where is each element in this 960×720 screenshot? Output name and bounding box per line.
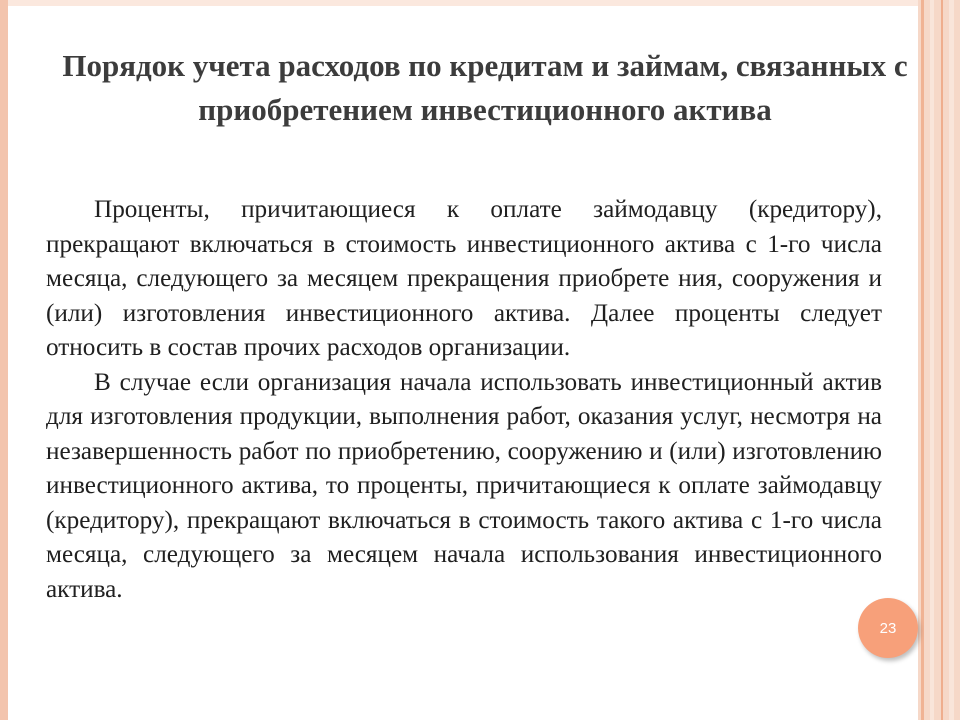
- page-number-badge: 23: [858, 598, 918, 658]
- frame-stripe: [930, 0, 934, 720]
- frame-left-border: [0, 0, 8, 720]
- frame-stripe: [921, 0, 924, 720]
- frame-top-border: [8, 0, 918, 6]
- frame-stripe: [941, 0, 943, 720]
- frame-stripe: [949, 0, 954, 720]
- slide-title: Порядок учета расходов по кредитам и займам, связанных с приобретением инвестиционного актива: [62, 48, 908, 127]
- slide-body: [46, 193, 882, 607]
- paragraph-2: В случае если организация начала использовать инвестиционный актив для изготовления продукции, выполнения работ, оказания услуг, несмотря на незавершенность работ по приобретению, сооружению и (или) изготовлению инвестиционного актива, то проценты, причитающиеся к оплате займодавцу (кредитору), прекращают включаться в стоимость такого актива с 1-го числа месяца, следующего за месяцем начала использования инвестиционного актива.: [46, 368, 882, 603]
- paragraph-1: Проценты, причитающиеся к оплате займодавцу (кредитору), прекращают включаться в стоимость инвестиционного актива с 1-го числа месяца, следующего за месяцем прекращения приобрете ния, сооружения и (или) изготовления инвестиционного актива. Далее проценты следует относить в состав прочих расходов организации.: [46, 196, 882, 361]
